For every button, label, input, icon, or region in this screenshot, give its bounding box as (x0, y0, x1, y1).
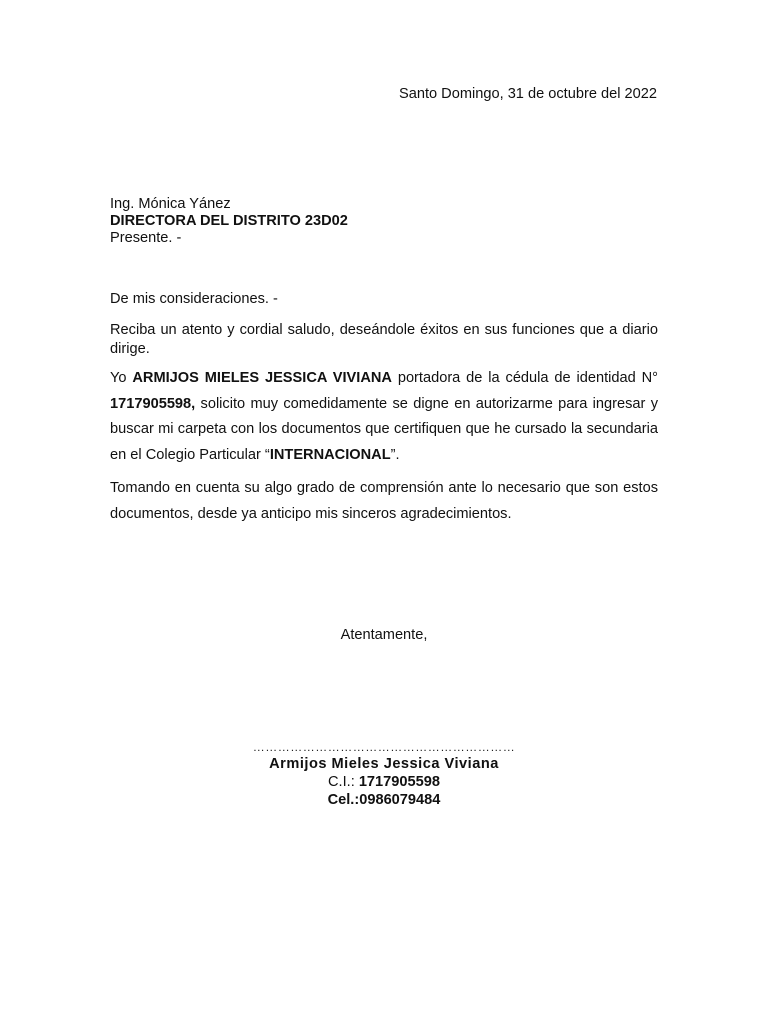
signature-ci-value: 1717905598 (358, 774, 440, 790)
paragraph-thanks: Tomando en cuenta su algo grado de comprensión ante lo necesario que son estos documentos, desde ya anticipo mis sinceros agradecimientos. (110, 480, 658, 522)
signature-cel: Cel.:0986079484 (327, 792, 441, 808)
paragraph-request (110, 366, 658, 468)
closing: Atentamente, (340, 627, 428, 643)
paragraph-request-text-3: solicito muy comedidamente se digne en autorizarme para ingresar y buscar mi carpeta con los documentos que certifiquen que he cursado la secundaria en el Colegio Particular “ (110, 395, 658, 463)
paragraph-request-text-4: ”. (390, 446, 400, 463)
letter-date: Santo Domingo, 31 de octubre del 2022 (398, 86, 657, 102)
signature-line: ……………………………………………………… (252, 740, 516, 754)
recipient-block (110, 196, 348, 247)
paragraph-request-text-2: portadora de la cédula de identidad N° (391, 370, 658, 386)
recipient-name: Ing. Mónica Yánez (110, 196, 231, 212)
recipient-title: DIRECTORA DEL DISTRITO 23D02 (110, 213, 348, 229)
signature-block (0, 739, 768, 809)
signature-ci (0, 773, 768, 791)
paragraph-request-text-1: Yo (110, 370, 133, 386)
greeting: De mis consideraciones. - (110, 291, 278, 307)
school-name: INTERNACIONAL (269, 446, 391, 463)
paragraph-greeting-wishes: Reciba un atento y cordial saludo, deseándole éxitos en sus funciones que a diario dirige. (110, 322, 658, 357)
applicant-id: 1717905598, (110, 395, 196, 412)
signature-name: Armijos Mieles Jessica Viviana (269, 756, 499, 772)
applicant-name: ARMIJOS MIELES JESSICA VIVIANA (132, 370, 392, 386)
signature-ci-label: C.I.: (328, 774, 359, 790)
recipient-presente: Presente. - (110, 230, 182, 246)
